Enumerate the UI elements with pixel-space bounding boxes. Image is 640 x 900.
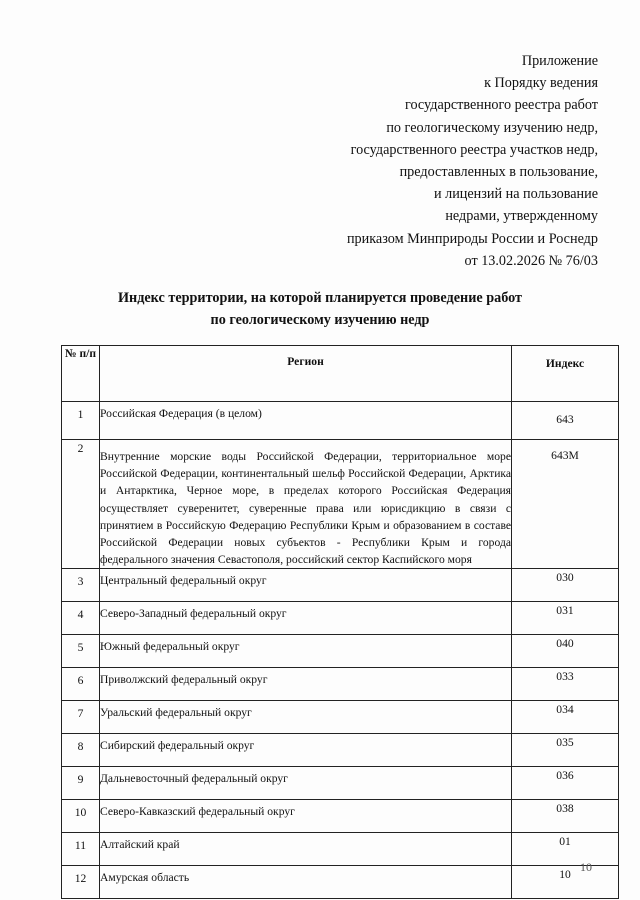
table-row	[62, 569, 619, 602]
row-num: 12	[62, 866, 100, 899]
row-region: Алтайский край	[100, 833, 512, 866]
row-region: Приволжский федеральный округ	[100, 668, 512, 701]
row-region: Центральный федеральный округ	[100, 569, 512, 602]
title-line: по геологическому изучению недр	[210, 312, 430, 328]
row-num: 11	[62, 833, 100, 866]
row-index: 040	[512, 635, 619, 668]
row-region: Северо-Западный федеральный округ	[100, 602, 512, 635]
row-num: 6	[62, 668, 100, 701]
row-num: 3	[62, 569, 100, 602]
appendix-line: предоставленных в пользование,	[399, 164, 598, 181]
table-row	[62, 734, 619, 767]
table-row	[62, 602, 619, 635]
appendix-line: государственного реестра участков недр,	[350, 141, 598, 158]
title-line: Индекс территории, на которой планируется проведение работ	[118, 290, 522, 306]
row-index: 01	[512, 833, 619, 866]
table-row	[62, 635, 619, 668]
row-region: Амурская область	[100, 866, 512, 899]
row-index: 643М	[512, 440, 619, 569]
appendix-line: и лицензий на пользование	[433, 186, 598, 203]
appendix-line: к Порядку ведения	[484, 75, 598, 92]
row-num: 1	[62, 402, 100, 440]
appendix-header	[347, 50, 598, 272]
table-row	[62, 866, 619, 899]
row-region: Внутренние морские воды Российской Федерации, территориальное море Российской Федерации, континентальный шельф Российской Федерации, Арктика и Антарктика, Черное море, в пределах которого Российская Федерация осуществляет суверенитет, суверенные права или юрисдикцию в связи с принятием в Российскую Федерацию Республики Крым и образованием в составе Российской Федерации новых субъектов - Республики Крым и города федерального значения Севастополя, российский сектор Каспийского моря	[100, 440, 512, 569]
row-index: 031	[512, 602, 619, 635]
table-header-row	[62, 346, 619, 402]
table-row	[62, 767, 619, 800]
row-num: 10	[62, 800, 100, 833]
row-index: 030	[512, 569, 619, 602]
row-index: 038	[512, 800, 619, 833]
appendix-line: Приложение	[521, 53, 598, 69]
table-row	[62, 701, 619, 734]
appendix-line: недрами, утвержденному	[445, 208, 598, 225]
row-region: Северо-Кавказский федеральный округ	[100, 800, 512, 833]
table-row	[62, 440, 619, 569]
row-num: 7	[62, 701, 100, 734]
row-region: Сибирский федеральный округ	[100, 734, 512, 767]
appendix-line: государственного реестра работ	[405, 97, 598, 114]
row-num: 2	[62, 440, 100, 569]
document-title	[0, 287, 640, 331]
row-index: 034	[512, 701, 619, 734]
row-num: 9	[62, 767, 100, 800]
appendix-line: от 13.02.2026 № 76/03	[464, 252, 598, 269]
row-region: Дальневосточный федеральный округ	[100, 767, 512, 800]
row-index: 10	[512, 866, 619, 899]
header-index: Индекс	[512, 346, 619, 402]
table-row	[62, 800, 619, 833]
header-region: Регион	[100, 346, 512, 402]
region-index-table	[61, 345, 619, 899]
page-number: 10	[580, 860, 592, 874]
table-row	[62, 402, 619, 440]
row-index: 036	[512, 767, 619, 800]
row-region: Уральский федеральный округ	[100, 701, 512, 734]
appendix-line: по геологическому изучению недр,	[386, 119, 598, 136]
row-index: 643	[512, 402, 619, 440]
row-index: 035	[512, 734, 619, 767]
row-region: Российская Федерация (в целом)	[100, 402, 512, 440]
row-num: 5	[62, 635, 100, 668]
row-index: 033	[512, 668, 619, 701]
table-row	[62, 833, 619, 866]
row-num: 4	[62, 602, 100, 635]
row-region: Южный федеральный округ	[100, 635, 512, 668]
appendix-line: приказом Минприроды России и Роснедр	[346, 230, 598, 247]
header-num: № п/п	[62, 346, 100, 402]
row-num: 8	[62, 734, 100, 767]
table-row	[62, 668, 619, 701]
